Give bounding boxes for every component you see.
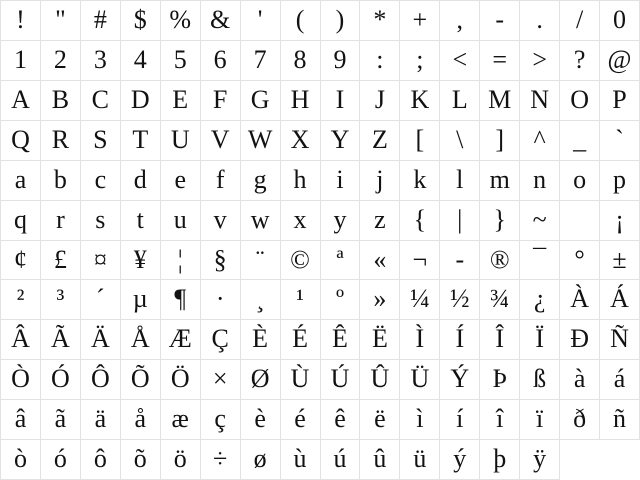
glyph-cell[interactable]: æ bbox=[161, 400, 201, 440]
glyph-cell[interactable]: ÿ bbox=[520, 440, 560, 480]
glyph-cell[interactable]: B bbox=[41, 81, 81, 121]
glyph-cell[interactable]: Ø bbox=[241, 360, 281, 400]
glyph-cell[interactable]: Ë bbox=[360, 320, 400, 360]
glyph-cell[interactable]: Q bbox=[1, 121, 41, 161]
glyph-cell[interactable]: Ç bbox=[201, 320, 241, 360]
glyph-cell[interactable]: ^ bbox=[520, 121, 560, 161]
glyph-cell[interactable]: ¤ bbox=[81, 241, 121, 281]
glyph-cell[interactable]: l bbox=[440, 161, 480, 201]
glyph-cell[interactable]: í bbox=[440, 400, 480, 440]
glyph-cell[interactable]: ' bbox=[241, 1, 281, 41]
glyph-cell[interactable]: ° bbox=[560, 241, 600, 281]
glyph-cell[interactable]: È bbox=[241, 320, 281, 360]
glyph-cell[interactable]: ¥ bbox=[121, 241, 161, 281]
glyph-cell[interactable]: % bbox=[161, 1, 201, 41]
glyph-cell[interactable]: ¬ bbox=[400, 241, 440, 281]
glyph-cell[interactable]: Ô bbox=[81, 360, 121, 400]
glyph-cell[interactable]: 7 bbox=[241, 41, 281, 81]
glyph-cell[interactable]: W bbox=[241, 121, 281, 161]
glyph-cell[interactable]: ! bbox=[1, 1, 41, 41]
glyph-cell[interactable]: 3 bbox=[81, 41, 121, 81]
glyph-cell[interactable]: Í bbox=[440, 320, 480, 360]
glyph-cell[interactable]: f bbox=[201, 161, 241, 201]
glyph-cell[interactable]: ; bbox=[400, 41, 440, 81]
glyph-cell[interactable]: ¿ bbox=[520, 280, 560, 320]
glyph-cell[interactable]: 6 bbox=[201, 41, 241, 81]
glyph-cell[interactable]: $ bbox=[121, 1, 161, 41]
glyph-cell[interactable]: Á bbox=[600, 280, 640, 320]
glyph-cell[interactable]: ÷ bbox=[201, 440, 241, 480]
glyph-cell[interactable]: ] bbox=[480, 121, 520, 161]
glyph-cell[interactable]: Ä bbox=[81, 320, 121, 360]
glyph-cell[interactable]: û bbox=[360, 440, 400, 480]
glyph-cell[interactable]: i bbox=[321, 161, 361, 201]
glyph-cell[interactable]: Ù bbox=[281, 360, 321, 400]
glyph-cell[interactable]: õ bbox=[121, 440, 161, 480]
glyph-cell[interactable]: - bbox=[480, 1, 520, 41]
glyph-cell[interactable]: ¾ bbox=[480, 280, 520, 320]
glyph-cell[interactable]: m bbox=[480, 161, 520, 201]
glyph-cell[interactable]: ¼ bbox=[400, 280, 440, 320]
glyph-cell[interactable]: Ü bbox=[400, 360, 440, 400]
glyph-cell[interactable]: q bbox=[1, 201, 41, 241]
glyph-cell[interactable]: b bbox=[41, 161, 81, 201]
glyph-cell[interactable]: ù bbox=[281, 440, 321, 480]
glyph-cell[interactable]: C bbox=[81, 81, 121, 121]
glyph-cell[interactable]: î bbox=[480, 400, 520, 440]
glyph-cell[interactable]: ³ bbox=[41, 280, 81, 320]
glyph-cell[interactable]: * bbox=[360, 1, 400, 41]
glyph-cell[interactable]: Ï bbox=[520, 320, 560, 360]
glyph-cell[interactable]: ¸ bbox=[241, 280, 281, 320]
glyph-cell[interactable]: É bbox=[281, 320, 321, 360]
glyph-cell[interactable]: ó bbox=[41, 440, 81, 480]
glyph-cell[interactable]: { bbox=[400, 201, 440, 241]
glyph-cell[interactable]: ú bbox=[321, 440, 361, 480]
glyph-cell[interactable]: r bbox=[41, 201, 81, 241]
glyph-cell[interactable]: £ bbox=[41, 241, 81, 281]
glyph-cell[interactable]: , bbox=[440, 1, 480, 41]
glyph-cell[interactable]: ´ bbox=[81, 280, 121, 320]
glyph-cell[interactable]: & bbox=[201, 1, 241, 41]
glyph-cell[interactable]: T bbox=[121, 121, 161, 161]
glyph-cell[interactable]: k bbox=[400, 161, 440, 201]
glyph-cell[interactable]: G bbox=[241, 81, 281, 121]
glyph-cell[interactable]: ï bbox=[520, 400, 560, 440]
glyph-cell[interactable]: R bbox=[41, 121, 81, 161]
glyph-cell[interactable]: Å bbox=[121, 320, 161, 360]
glyph-cell[interactable]: å bbox=[121, 400, 161, 440]
glyph-cell[interactable]: × bbox=[201, 360, 241, 400]
glyph-cell[interactable]: V bbox=[201, 121, 241, 161]
glyph-cell[interactable]: c bbox=[81, 161, 121, 201]
glyph-cell[interactable]: ß bbox=[520, 360, 560, 400]
glyph-cell[interactable]: ¦ bbox=[161, 241, 201, 281]
glyph-cell[interactable]: p bbox=[600, 161, 640, 201]
glyph-cell[interactable]: ( bbox=[281, 1, 321, 41]
glyph-cell[interactable]: ê bbox=[321, 400, 361, 440]
glyph-cell[interactable]: · bbox=[201, 280, 241, 320]
glyph-cell[interactable]: ø bbox=[241, 440, 281, 480]
glyph-cell[interactable]: Î bbox=[480, 320, 520, 360]
glyph-cell[interactable]: / bbox=[560, 1, 600, 41]
glyph-cell[interactable]: g bbox=[241, 161, 281, 201]
glyph-cell[interactable]: N bbox=[520, 81, 560, 121]
glyph-cell[interactable]: 4 bbox=[121, 41, 161, 81]
glyph-cell[interactable]: h bbox=[281, 161, 321, 201]
glyph-cell[interactable]: ` bbox=[600, 121, 640, 161]
glyph-cell[interactable]: u bbox=[161, 201, 201, 241]
glyph-cell[interactable]: : bbox=[360, 41, 400, 81]
glyph-cell[interactable]: ð bbox=[560, 400, 600, 440]
glyph-cell[interactable]: w bbox=[241, 201, 281, 241]
glyph-cell[interactable]: = bbox=[480, 41, 520, 81]
glyph-cell[interactable]: a bbox=[1, 161, 41, 201]
glyph-cell[interactable]: é bbox=[281, 400, 321, 440]
glyph-cell[interactable]: » bbox=[360, 280, 400, 320]
glyph-cell[interactable]: K bbox=[400, 81, 440, 121]
glyph-cell[interactable]: à bbox=[560, 360, 600, 400]
glyph-cell[interactable]: ® bbox=[480, 241, 520, 281]
glyph-cell[interactable]: © bbox=[281, 241, 321, 281]
glyph-cell[interactable]: µ bbox=[121, 280, 161, 320]
empty-cell bbox=[560, 440, 600, 480]
glyph-cell[interactable]: Z bbox=[360, 121, 400, 161]
glyph-cell[interactable]: Ý bbox=[440, 360, 480, 400]
glyph-cell[interactable]: y bbox=[321, 201, 361, 241]
glyph-cell[interactable]: _ bbox=[560, 121, 600, 161]
glyph-cell[interactable]: v bbox=[201, 201, 241, 241]
glyph-cell[interactable]: 5 bbox=[161, 41, 201, 81]
glyph-cell[interactable]: j bbox=[360, 161, 400, 201]
glyph-cell[interactable]: Y bbox=[321, 121, 361, 161]
glyph-cell[interactable]: t bbox=[121, 201, 161, 241]
glyph-cell[interactable]: 1 bbox=[1, 41, 41, 81]
glyph-cell[interactable]: 8 bbox=[281, 41, 321, 81]
glyph-cell[interactable]: [ bbox=[400, 121, 440, 161]
glyph-cell[interactable]: E bbox=[161, 81, 201, 121]
glyph-cell[interactable]: á bbox=[600, 360, 640, 400]
glyph-cell[interactable]: ¨ bbox=[241, 241, 281, 281]
glyph-cell[interactable]: M bbox=[480, 81, 520, 121]
glyph-cell[interactable]: Â bbox=[1, 320, 41, 360]
glyph-cell[interactable]: À bbox=[560, 280, 600, 320]
glyph-cell[interactable] bbox=[560, 201, 600, 241]
glyph-cell[interactable]: ¹ bbox=[281, 280, 321, 320]
glyph-cell[interactable]: Ð bbox=[560, 320, 600, 360]
glyph-cell[interactable]: Õ bbox=[121, 360, 161, 400]
glyph-cell[interactable]: z bbox=[360, 201, 400, 241]
glyph-cell[interactable]: Û bbox=[360, 360, 400, 400]
glyph-cell[interactable]: ª bbox=[321, 241, 361, 281]
glyph-cell[interactable]: A bbox=[1, 81, 41, 121]
glyph-cell[interactable]: 9 bbox=[321, 41, 361, 81]
glyph-cell[interactable]: ý bbox=[440, 440, 480, 480]
glyph-cell[interactable]: 2 bbox=[41, 41, 81, 81]
glyph-cell[interactable]: \ bbox=[440, 121, 480, 161]
glyph-cell[interactable]: Ò bbox=[1, 360, 41, 400]
glyph-cell[interactable]: U bbox=[161, 121, 201, 161]
glyph-cell[interactable]: è bbox=[241, 400, 281, 440]
glyph-cell[interactable]: Ú bbox=[321, 360, 361, 400]
glyph-cell[interactable]: > bbox=[520, 41, 560, 81]
glyph-cell[interactable]: ç bbox=[201, 400, 241, 440]
glyph-cell[interactable]: ± bbox=[600, 241, 640, 281]
glyph-cell[interactable]: n bbox=[520, 161, 560, 201]
glyph-cell[interactable]: F bbox=[201, 81, 241, 121]
glyph-cell[interactable]: @ bbox=[600, 41, 640, 81]
glyph-cell[interactable]: S bbox=[81, 121, 121, 161]
glyph-cell[interactable]: ì bbox=[400, 400, 440, 440]
glyph-cell[interactable]: Ñ bbox=[600, 320, 640, 360]
glyph-cell[interactable]: ) bbox=[321, 1, 361, 41]
glyph-cell[interactable]: Ö bbox=[161, 360, 201, 400]
glyph-cell[interactable]: P bbox=[600, 81, 640, 121]
glyph-cell[interactable]: º bbox=[321, 280, 361, 320]
glyph-cell[interactable]: Æ bbox=[161, 320, 201, 360]
glyph-cell[interactable]: ä bbox=[81, 400, 121, 440]
glyph-cell[interactable]: D bbox=[121, 81, 161, 121]
glyph-cell[interactable]: d bbox=[121, 161, 161, 201]
glyph-cell[interactable]: ¶ bbox=[161, 280, 201, 320]
glyph-cell[interactable]: Ê bbox=[321, 320, 361, 360]
glyph-cell[interactable]: Ì bbox=[400, 320, 440, 360]
glyph-cell[interactable]: s bbox=[81, 201, 121, 241]
empty-cell bbox=[600, 440, 640, 480]
glyph-cell[interactable]: < bbox=[440, 41, 480, 81]
glyph-cell[interactable]: § bbox=[201, 241, 241, 281]
glyph-cell[interactable]: J bbox=[360, 81, 400, 121]
glyph-cell[interactable]: X bbox=[281, 121, 321, 161]
glyph-cell[interactable]: + bbox=[400, 1, 440, 41]
glyph-cell[interactable]: " bbox=[41, 1, 81, 41]
glyph-cell[interactable]: - bbox=[440, 241, 480, 281]
glyph-cell[interactable]: } bbox=[480, 201, 520, 241]
glyph-cell[interactable]: ã bbox=[41, 400, 81, 440]
glyph-cell[interactable]: L bbox=[440, 81, 480, 121]
glyph-cell[interactable]: « bbox=[360, 241, 400, 281]
glyph-cell[interactable]: x bbox=[281, 201, 321, 241]
glyph-cell[interactable]: ñ bbox=[600, 400, 640, 440]
glyph-cell[interactable]: # bbox=[81, 1, 121, 41]
glyph-cell[interactable]: ¢ bbox=[1, 241, 41, 281]
glyph-cell[interactable]: 0 bbox=[600, 1, 640, 41]
glyph-cell[interactable]: I bbox=[321, 81, 361, 121]
glyph-cell[interactable]: H bbox=[281, 81, 321, 121]
glyph-cell[interactable]: e bbox=[161, 161, 201, 201]
glyph-cell[interactable]: Þ bbox=[480, 360, 520, 400]
glyph-cell[interactable]: Ó bbox=[41, 360, 81, 400]
glyph-cell[interactable]: ¯ bbox=[520, 241, 560, 281]
glyph-cell[interactable]: ò bbox=[1, 440, 41, 480]
glyph-cell[interactable]: Ã bbox=[41, 320, 81, 360]
glyph-cell[interactable]: ² bbox=[1, 280, 41, 320]
glyph-cell[interactable]: ¡ bbox=[600, 201, 640, 241]
glyph-cell[interactable]: O bbox=[560, 81, 600, 121]
glyph-cell[interactable]: ~ bbox=[520, 201, 560, 241]
glyph-cell[interactable]: ö bbox=[161, 440, 201, 480]
glyph-cell[interactable]: o bbox=[560, 161, 600, 201]
glyph-cell[interactable]: ? bbox=[560, 41, 600, 81]
glyph-cell[interactable]: â bbox=[1, 400, 41, 440]
glyph-cell[interactable]: ô bbox=[81, 440, 121, 480]
glyph-cell[interactable]: | bbox=[440, 201, 480, 241]
glyph-cell[interactable]: ü bbox=[400, 440, 440, 480]
glyph-cell[interactable]: ë bbox=[360, 400, 400, 440]
glyph-cell[interactable]: ½ bbox=[440, 280, 480, 320]
glyph-cell[interactable]: þ bbox=[480, 440, 520, 480]
glyph-cell[interactable]: . bbox=[520, 1, 560, 41]
